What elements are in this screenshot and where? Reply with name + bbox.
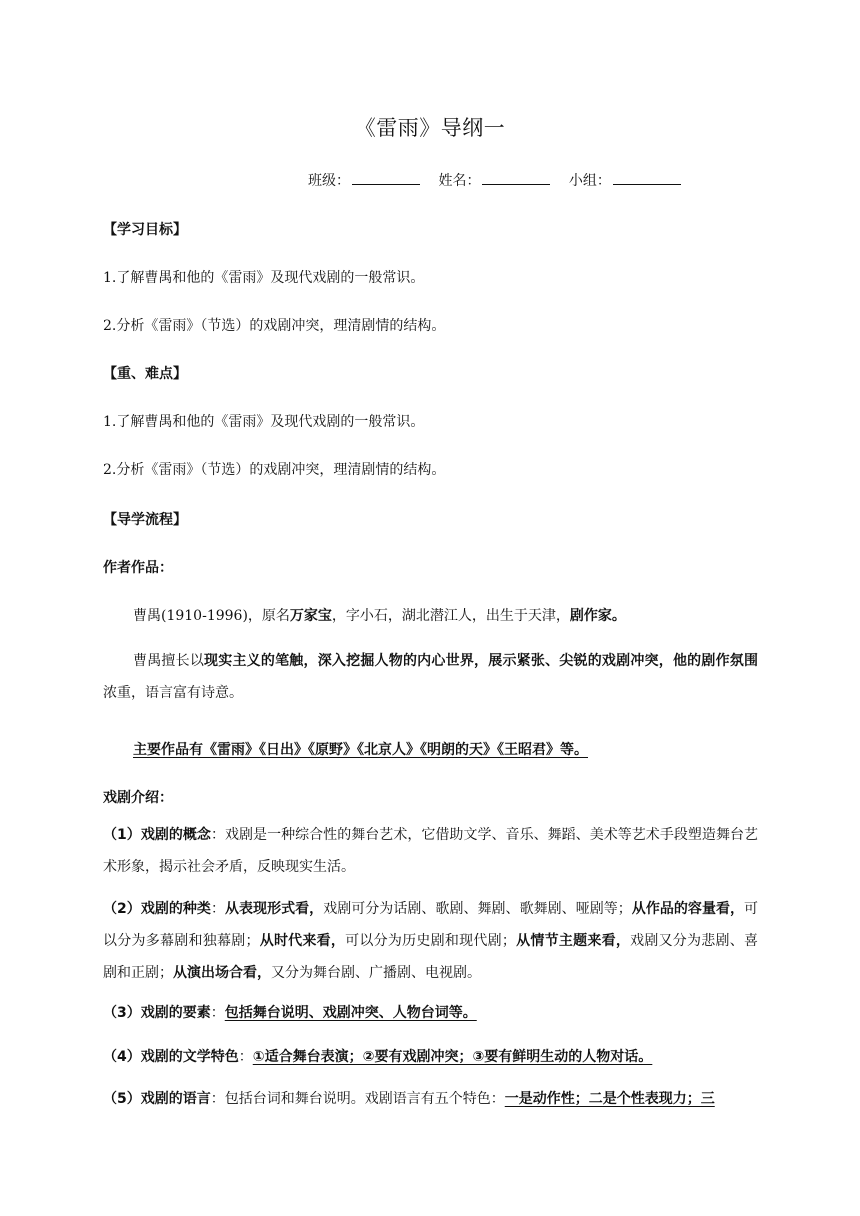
drama-elements [103, 1002, 758, 1022]
drama-elements-colon: ： [210, 1005, 225, 1021]
goal-item-2: 2.分析《雷雨》（节选）的戏剧冲突，理清剧情的结构。 [103, 318, 446, 334]
goal-item-1: 1.了解曹禺和他的《雷雨》及现代戏剧的一般常识。 [103, 270, 425, 286]
class-blank[interactable] [352, 172, 420, 185]
drama-elements-label: （3）戏剧的要素 [103, 1005, 211, 1021]
drama-features-colon: ： [238, 1049, 253, 1065]
drama-elements-text: 包括舞台说明、戏剧冲突、人物台词等。 [224, 1005, 477, 1021]
group-label: 小组： [568, 173, 611, 189]
drama-language-label: （5）戏剧的语言 [103, 1091, 211, 1107]
key-point-item-2: 2.分析《雷雨》（节选）的戏剧冲突，理清剧情的结构。 [103, 462, 446, 478]
page-title: 《雷雨》导纲一 [354, 116, 506, 140]
author-works [133, 739, 758, 759]
drama-types-form-text: 戏剧可分为话剧、歌剧、舞剧、歌舞剧、哑剧等； [323, 901, 632, 917]
class-label: 班级： [308, 173, 350, 189]
author-paragraph-2 [103, 645, 758, 709]
group-blank[interactable] [613, 172, 681, 185]
author-p1-text: 曹禺(1910-1996)，原名 [133, 608, 290, 624]
drama-language-text: ：包括台词和舞台说明。戏剧语言有五个特色： [210, 1091, 505, 1107]
drama-heading: 戏剧介绍： [103, 790, 173, 806]
drama-types-era-text: 可以分为历史剧和现代剧； [345, 933, 516, 949]
drama-types-capacity: 从作品的容量看， [631, 901, 745, 917]
author-p2-bold: 现实主义的笔触，深入挖掘人物的内心世界，展示紧张、尖锐的戏剧冲突，他的剧作氛围 [204, 653, 758, 669]
flow-heading: 【导学流程】 [103, 512, 187, 528]
drama-language [103, 1088, 758, 1108]
drama-types-form: 从表现形式看， [225, 901, 324, 917]
author-paragraph-1 [133, 605, 758, 625]
drama-concept-text: ：戏剧是一种综合性的舞台艺术，它借助文学、音乐、舞蹈、美术等艺术手段塑造舞台艺术形象，揭示社会矛盾，反映现实生活。 [103, 827, 758, 875]
author-profession: 剧作家。 [569, 608, 626, 624]
author-heading: 作者作品： [103, 560, 173, 576]
drama-concept-label: （1）戏剧的概念 [103, 827, 211, 843]
name-blank[interactable] [482, 172, 550, 185]
drama-concept [103, 819, 758, 883]
drama-language-features: 一是动作性；二是个性表现力；三 [504, 1091, 715, 1107]
drama-types-colon: ： [210, 901, 225, 917]
drama-types [103, 893, 758, 989]
drama-types-theme-text: 戏剧又分为悲剧、喜剧和正剧； [103, 933, 759, 981]
author-p2-text-2: 浓重，语言富有诗意。 [103, 685, 243, 701]
key-points-heading: 【重、难点】 [103, 366, 187, 382]
drama-types-venue: 从演出场合看， [173, 965, 271, 981]
drama-types-era: 从时代来看， [259, 933, 346, 949]
key-point-item-1: 1.了解曹禺和他的《雷雨》及现代戏剧的一般常识。 [103, 414, 425, 430]
drama-types-label: （2）戏剧的种类 [103, 901, 211, 917]
drama-literary-features [103, 1046, 758, 1066]
author-p1-text-2: ，字小石，湖北潜江人，出生于天津， [331, 608, 570, 624]
author-original-name: 万家宝 [289, 608, 332, 624]
student-info-line [308, 170, 681, 190]
goals-heading: 【学习目标】 [103, 222, 187, 238]
drama-features-label: （4）戏剧的文学特色 [103, 1049, 239, 1065]
drama-types-venue-text: 又分为舞台剧、广播剧、电视剧。 [271, 965, 481, 981]
author-works-text: 主要作品有《雷雨》《日出》《原野》《北京人》《明朗的天》《王昭君》等。 [133, 742, 588, 758]
drama-features-text: ①适合舞台表演；②要有戏剧冲突；③要有鲜明生动的人物对话。 [252, 1049, 653, 1065]
drama-types-theme: 从情节主题来看， [515, 933, 631, 949]
author-p2-text: 曹禺擅长以 [133, 653, 205, 669]
drama-types-capacity-text: 可以分为多幕剧和独幕剧； [103, 901, 759, 949]
name-label: 姓名： [438, 173, 481, 189]
